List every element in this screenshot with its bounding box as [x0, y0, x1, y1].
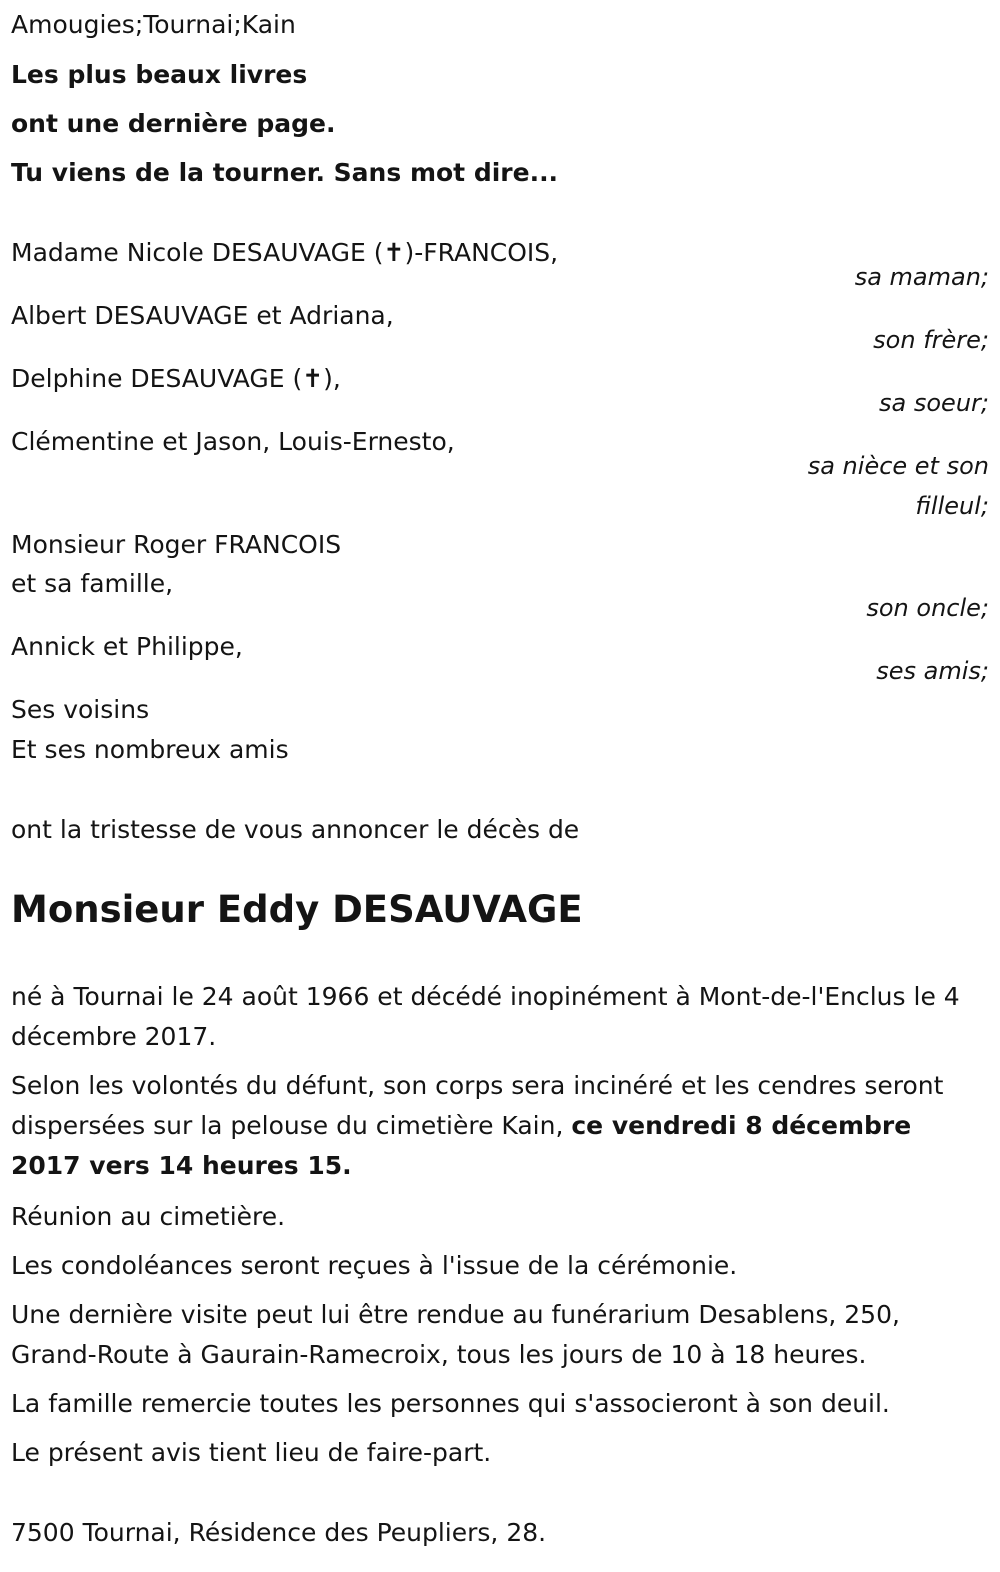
thanks-paragraph: La famille remercie toutes les personnes qui s'associeront à son deuil.: [11, 1389, 890, 1418]
sister-relation: sa soeur;: [879, 389, 989, 417]
neighbors-line-2: Et ses nombreux amis: [11, 735, 289, 764]
mother-name: Madame Nicole DESAUVAGE (✝)-FRANCOIS,: [11, 238, 559, 267]
locations-line: Amougies;Tournai;Kain: [11, 10, 296, 39]
condolences-paragraph: Les condoléances seront reçues à l'issue de la cérémonie.: [11, 1251, 738, 1280]
uncle-name-line-1: Monsieur Roger FRANCOIS: [11, 530, 342, 559]
cremation-text: Selon les volontés du défunt, son corps sera incinéré et les cendres seront dispersées sur la pelouse du cimetière Kain,: [11, 1071, 944, 1140]
mother-relation: sa maman;: [854, 263, 989, 291]
brother-relation: son frère;: [873, 326, 989, 354]
announcement-intro: ont la tristesse de vous annoncer le décès de: [11, 815, 580, 844]
friends-relation: ses amis;: [876, 657, 989, 685]
address-line: 7500 Tournai, Résidence des Peupliers, 28.: [11, 1518, 547, 1547]
quote-line-2: ont une dernière page.: [11, 109, 336, 138]
sister-name: Delphine DESAUVAGE (✝),: [11, 364, 341, 393]
uncle-relation: son oncle;: [866, 594, 989, 622]
notice-paragraph: Le présent avis tient lieu de faire-part.: [11, 1438, 492, 1467]
visit-paragraph: Une dernière visite peut lui être rendue au funérarium Desablens, 250, Grand-Route à Gaurain-Ramecroix, tous les jours de 10 à 18 heures.: [11, 1300, 900, 1369]
niece-relation-line-2: filleul;: [915, 492, 989, 520]
neighbors-line-1: Ses voisins: [11, 695, 150, 724]
deceased-name: Monsieur Eddy DESAUVAGE: [11, 888, 583, 931]
brother-name: Albert DESAUVAGE et Adriana,: [11, 301, 394, 330]
meeting-paragraph: Réunion au cimetière.: [11, 1202, 286, 1231]
quote-line-1: Les plus beaux livres: [11, 60, 308, 89]
niece-relation-line-1: sa nièce et son: [807, 452, 989, 480]
quote-line-3: Tu viens de la tourner. Sans mot dire...: [11, 158, 559, 187]
uncle-name-line-2: et sa famille,: [11, 569, 174, 598]
cremation-date: ce vendredi 8 décembre 2017 vers 14 heures 15.: [11, 1111, 912, 1180]
friends-name: Annick et Philippe,: [11, 632, 243, 661]
niece-name: Clémentine et Jason, Louis-Ernesto,: [11, 427, 455, 456]
birth-death-paragraph: né à Tournai le 24 août 1966 et décédé inopinément à Mont-de-l'Enclus le 4 décembre 2017.: [11, 982, 960, 1051]
cremation-paragraph: [11, 1066, 976, 1186]
